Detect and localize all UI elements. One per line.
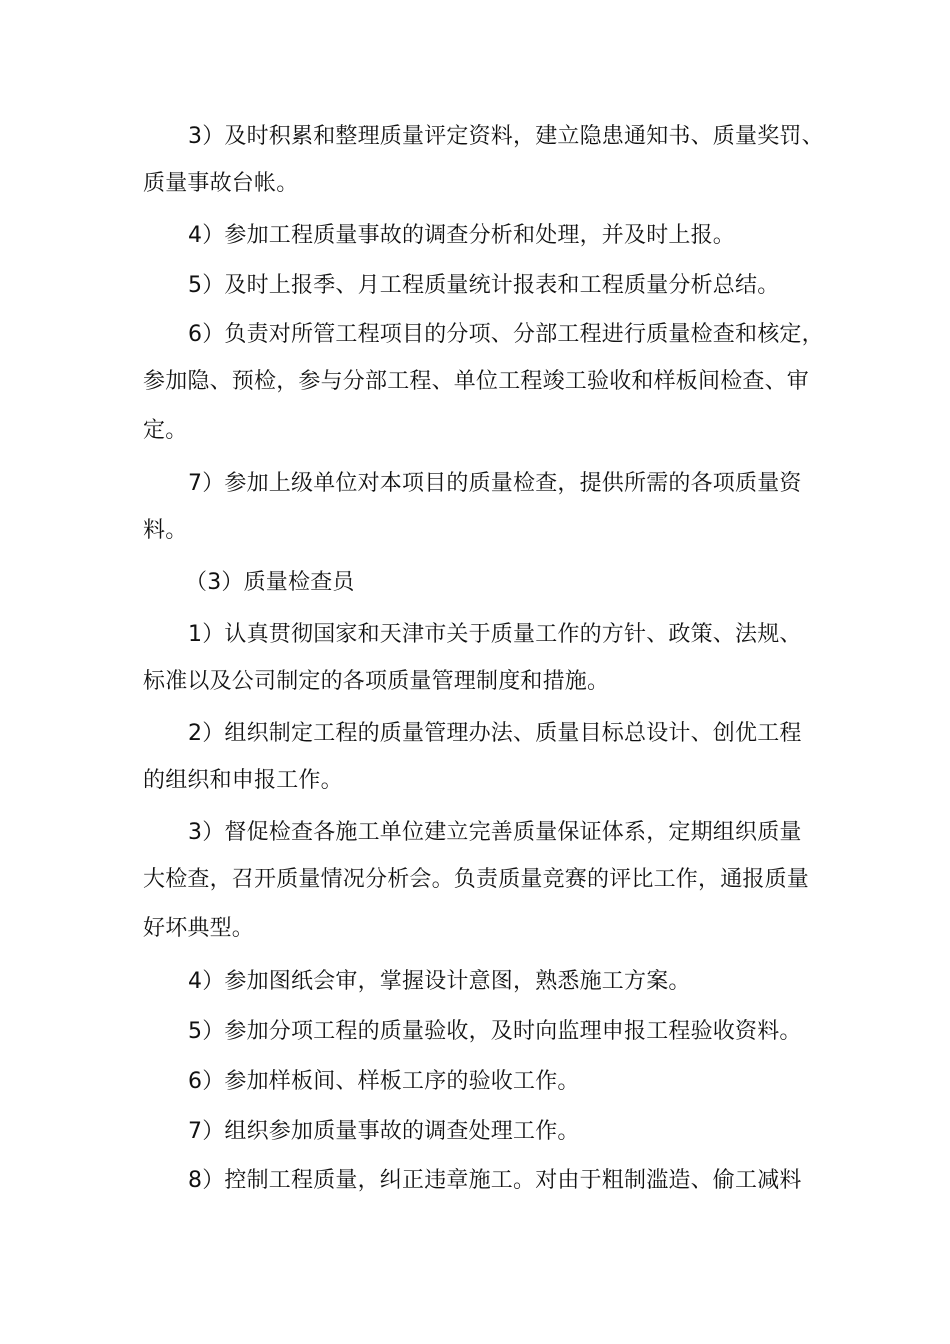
inspector-item-3-line-2: 大检查，召开质量情况分析会。负责质量竞赛的评比工作，通报质量 [143, 867, 810, 892]
inspector-item-2-line-1: 2）组织制定工程的质量管理办法、质量目标总设计、创优工程 [188, 721, 802, 746]
inspector-item-5: 5）参加分项工程的质量验收，及时向监理申报工程验收资料。 [188, 1019, 802, 1044]
inspector-item-1-line-1: 1）认真贯彻国家和天津市关于质量工作的方针、政策、法规、 [188, 622, 802, 647]
paragraph-6-line-3: 定。 [143, 418, 188, 443]
paragraph-4: 4）参加工程质量事故的调查分析和处理，并及时上报。 [188, 223, 735, 248]
section-heading-quality-inspector: （3）质量检查员 [185, 570, 355, 595]
inspector-item-2-line-2: 的组织和申报工作。 [143, 768, 343, 793]
inspector-item-3-line-3: 好坏典型。 [143, 916, 255, 941]
paragraph-6-line-2: 参加隐、预检，参与分部工程、单位工程竣工验收和样板间检查、审 [143, 369, 810, 394]
paragraph-7-line-1: 7）参加上级单位对本项目的质量检查，提供所需的各项质量资 [188, 471, 802, 496]
inspector-item-7: 7）组织参加质量事故的调查处理工作。 [188, 1119, 580, 1144]
inspector-item-8-line-1: 8）控制工程质量，纠正违章施工。对由于粗制滥造、偷工减料 [188, 1168, 802, 1193]
inspector-item-4: 4）参加图纸会审，掌握设计意图，熟悉施工方案。 [188, 969, 691, 994]
inspector-item-6: 6）参加样板间、样板工序的验收工作。 [188, 1069, 580, 1094]
paragraph-6-line-1: 6）负责对所管工程项目的分项、分部工程进行质量检查和核定， [188, 322, 824, 347]
paragraph-5: 5）及时上报季、月工程质量统计报表和工程质量分析总结。 [188, 273, 780, 298]
paragraph-7-line-2: 料。 [143, 518, 188, 543]
paragraph-3-line-1: 3）及时积累和整理质量评定资料，建立隐患通知书、质量奖罚、 [188, 124, 824, 149]
inspector-item-1-line-2: 标准以及公司制定的各项质量管理制度和措施。 [143, 669, 610, 694]
paragraph-3-line-2: 质量事故台帐。 [143, 171, 299, 196]
inspector-item-3-line-1: 3）督促检查各施工单位建立完善质量保证体系，定期组织质量 [188, 820, 802, 845]
